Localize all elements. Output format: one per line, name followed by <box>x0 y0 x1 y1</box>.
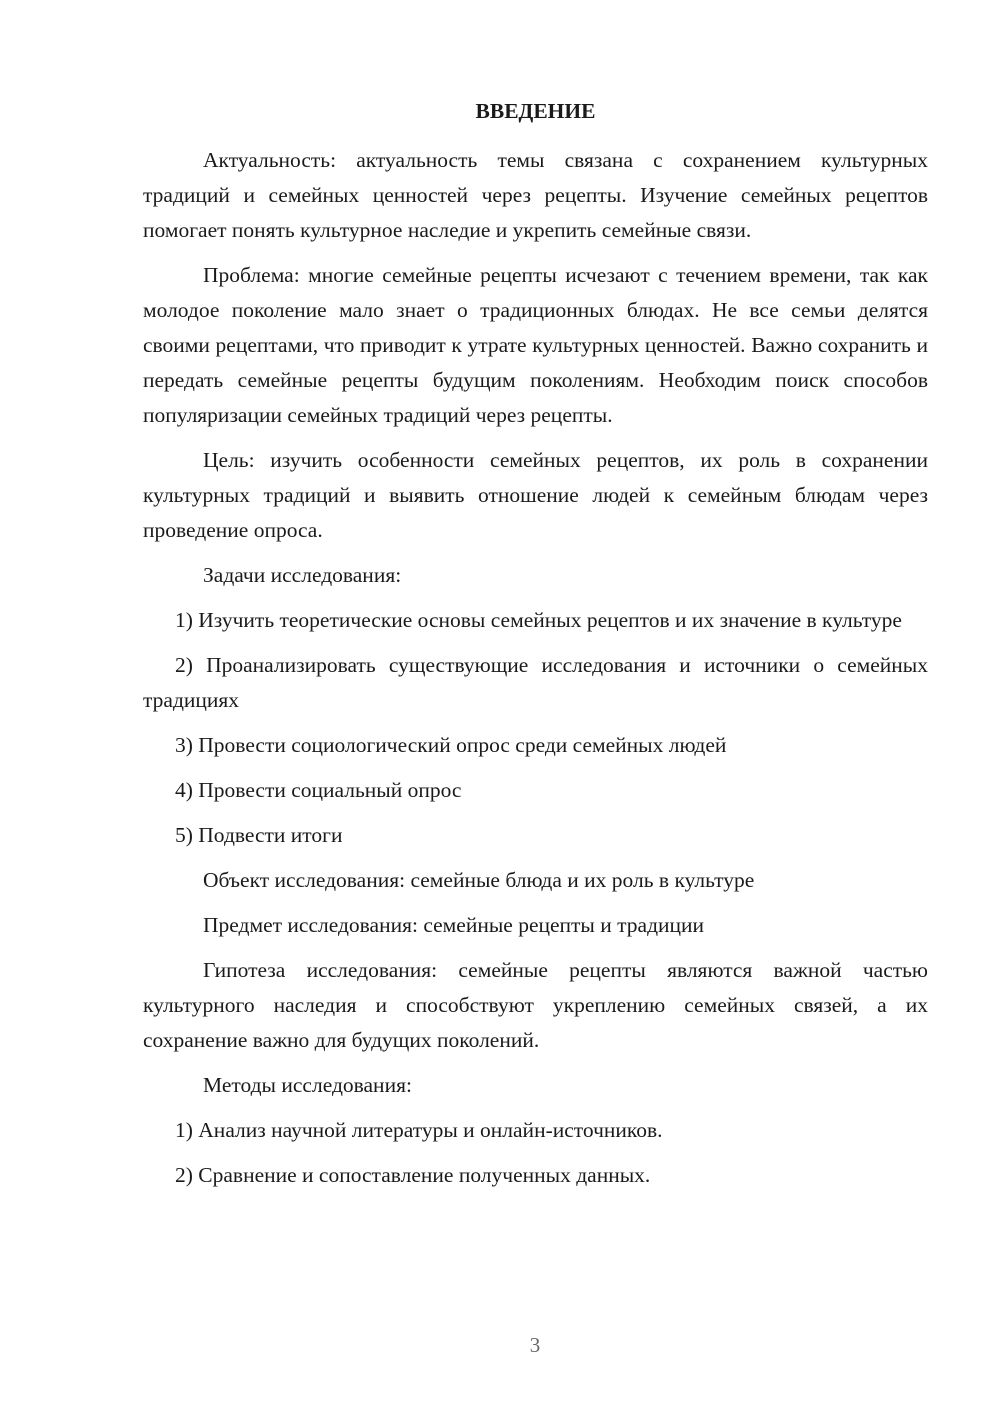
methods-heading: Методы исследования: <box>203 1073 412 1097</box>
subject-paragraph: Предмет исследования: семейные рецепты и традиции <box>203 913 705 937</box>
document-page <box>143 96 928 1193</box>
method-item: 2) Сравнение и сопоставление полученных данных. <box>175 1163 651 1187</box>
object-paragraph: Объект исследования: семейные блюда и их роль в культуре <box>203 868 755 892</box>
page-title: ВВЕДЕНИЕ <box>475 99 596 123</box>
task-item: 2) Проанализировать существующие исследования и источники о семейных традициях <box>143 653 928 712</box>
task-item: 1) Изучить теоретические основы семейных рецептов и их значение в культуре <box>175 608 902 632</box>
method-item: 1) Анализ научной литературы и онлайн-источников. <box>175 1118 663 1142</box>
hypothesis-paragraph: Гипотеза исследования: семейные рецепты являются важной частью культурного наследия и способствуют укреплению семейных связей, а их сохранение важно для будущих поколений. <box>143 958 928 1052</box>
task-item: 5) Подвести итоги <box>175 823 343 847</box>
page-number: 3 <box>529 1333 541 1357</box>
goal-paragraph: Цель: изучить особенности семейных рецептов, их роль в сохранении культурных традиций и выявить отношение людей к семейным блюдам через проведение опроса. <box>143 448 928 542</box>
relevance-paragraph: Актуальность: актуальность темы связана с сохранением культурных традиций и семейных ценностей через рецепты. Изучение семейных рецептов помогает понять культурное наследие и укрепить семейные связи. <box>143 148 928 242</box>
task-item: 4) Провести социальный опрос <box>175 778 462 802</box>
task-item: 3) Провести социологический опрос среди семейных людей <box>175 733 727 757</box>
tasks-heading: Задачи исследования: <box>203 563 402 587</box>
problem-paragraph: Проблема: многие семейные рецепты исчезают с течением времени, так как молодое поколение мало знает о традиционных блюдах. Не все семьи делятся своими рецептами, что приводит к утрате культурных ценностей. Важно сохранить и передать семейные рецепты будущим поколениям. Необходим поиск способов популяризации семейных традиций через рецепты. <box>143 263 928 427</box>
